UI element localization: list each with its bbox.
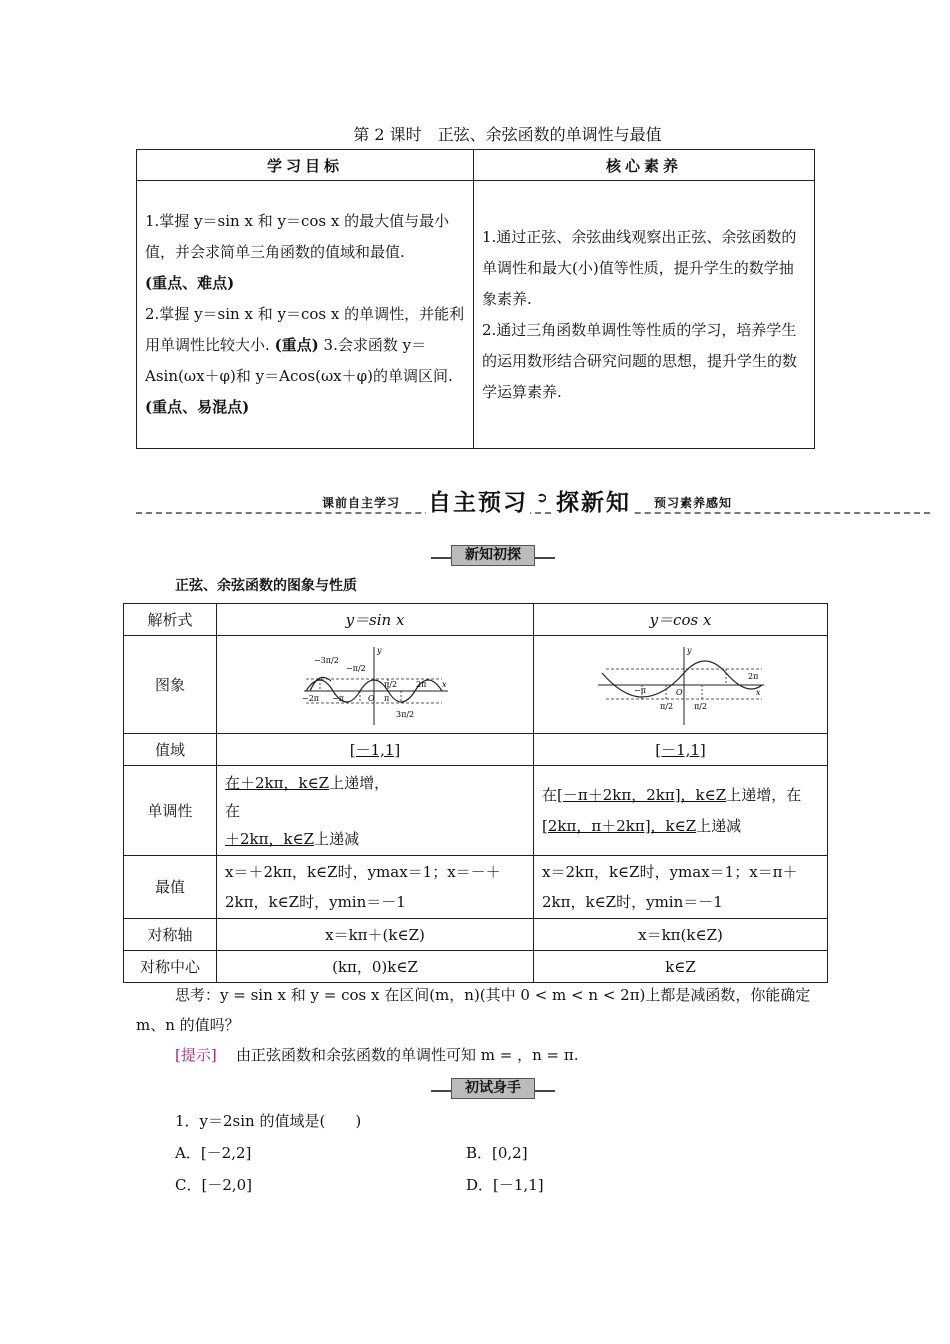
mono-sin-dec: ＋2kπ，k∈Z (225, 829, 315, 848)
cos-label-pi2: π/2 (693, 701, 707, 711)
sin-label-pi: π (384, 693, 390, 703)
axis-cos: x＝kπ(k∈Z) (534, 919, 828, 951)
option-d: D．[－1,1] (466, 1176, 544, 1194)
cos-label-y: y (686, 645, 692, 655)
header-cos: y＝cos x (534, 604, 828, 636)
axis-sin: x＝kπ＋(k∈Z) (217, 919, 534, 951)
goal-2-tag: (重点) (274, 336, 319, 354)
question-1: 1．y＝2sin 的值域是( ) (175, 1112, 362, 1130)
sine-graph (300, 643, 450, 727)
sin-graph-cell (217, 636, 534, 734)
chevron-right-icon: ➲ (536, 490, 548, 506)
sin-label-negpi: −π (332, 693, 344, 703)
mono-cos-dec: [2kπ，π＋2kπ]，k∈Z (542, 816, 697, 835)
hint-text: 由正弦函数和余弦函数的单调性可知 m = ，n = π. (236, 1046, 579, 1064)
mono-sin-inc-tail: 上递增， (329, 773, 390, 792)
literacy-header: 核心素养 (474, 150, 815, 181)
sin-label-negpi2: −π/2 (346, 663, 366, 673)
mono-sin-cell (217, 766, 534, 856)
banner-divider (136, 512, 930, 514)
sin-label-neg3pi2: −3π/2 (314, 655, 339, 665)
section-tag-try (431, 1078, 555, 1098)
sin-label-y: y (377, 645, 382, 655)
goals-cell (137, 181, 474, 449)
row-range-label: 值域 (124, 734, 217, 766)
cos-label-x: x (755, 687, 761, 697)
sin-label-pi2: π/2 (384, 679, 398, 689)
sin-label-2pi: 2π (416, 679, 427, 689)
literacy-1: 1.通过正弦、余弦曲线观察出正弦、余弦函数的单调性和最大(小)值等性质，提升学生的数学抽象素养. (482, 227, 797, 308)
think-line-1: 思考：y = sin x 和 y = cos x 在区间(m，n)(其中 0 < m < n < 2π)上都是减函数，你能确定 (175, 986, 811, 1004)
learning-goals-table (136, 149, 815, 449)
center-cos: k∈Z (534, 951, 828, 983)
mono-cos-at: 在 (542, 785, 558, 804)
sin-label-neg2pi: −2π (302, 693, 320, 703)
cos-label-negpi2: π/2 (659, 701, 673, 711)
section-banner (136, 484, 930, 524)
header-sin: y＝sin x (217, 604, 534, 636)
mono-cos-cell (534, 766, 828, 856)
literacy-2: 2.通过三角函数单调性等性质的学习，培养学生的运用数形结合研究问题的思想，提升学生的数学运算素养. (482, 320, 798, 401)
goal-3: 3.会求函数 y＝Asin(ωx＋φ)和 y＝Acos(ωx＋φ)的单调区间. (145, 336, 453, 385)
max-sin: x＝＋2kπ，k∈Z时，ymax＝1；x＝－＋2kπ，k∈Z时，ymin＝－1 (217, 856, 534, 919)
cos-label-origin: O (675, 687, 683, 697)
mono-sin-dec-tail: 上递减 (314, 829, 360, 848)
sin-label-x: x (442, 679, 447, 689)
center-sin: (kπ，0)k∈Z (217, 951, 534, 983)
max-cos: x＝2kπ，k∈Z时，ymax＝1；x＝π＋2kπ，k∈Z时，ymin＝－1 (534, 856, 828, 919)
subheading: 正弦、余弦函数的图象与性质 (175, 578, 357, 594)
option-b: B．[0,2] (466, 1144, 528, 1162)
goal-3-tag: (重点、易混点) (145, 398, 250, 416)
banner-main-2: 探新知 (554, 484, 633, 517)
goal-1-tag: (重点、难点) (145, 274, 235, 292)
literacy-cell (474, 181, 815, 449)
row-center-label: 对称中心 (124, 951, 217, 983)
option-c: C．[－2,0] (175, 1176, 253, 1194)
range-sin: [－1,1] (349, 740, 401, 759)
mono-cos-dec-tail: 上递减 (696, 816, 742, 835)
think-line-2: m、n 的值吗？ (136, 1016, 240, 1034)
cos-graph-cell (534, 636, 828, 734)
hint-tag: [提示] (175, 1046, 217, 1064)
row-axis-label: 对称轴 (124, 919, 217, 951)
goal-1: 1.掌握 y＝sin x 和 y＝cos x 的最大值与最小值，并会求简单三角函数的值域和最值. (145, 212, 450, 261)
page-title: 第 2 课时 正弦、余弦函数的单调性与最值 (353, 125, 662, 144)
mono-sin-inc: 在＋2kπ，k∈Z (225, 773, 330, 792)
range-cos: [－1,1] (655, 740, 706, 759)
option-a: A．[－2,2] (175, 1144, 252, 1162)
cos-label-2pi: 2π (747, 671, 758, 681)
row-graph-label: 图象 (124, 636, 217, 734)
mono-cos-inc-tail: 上递增，在 (726, 785, 802, 804)
tag-label: 新知初探 (451, 545, 535, 566)
goals-header: 学习目标 (137, 150, 474, 181)
row-max-label: 最值 (124, 856, 217, 919)
sin-label-origin: O (368, 693, 375, 703)
mono-sin-at: 在 (225, 801, 241, 820)
header-formula: 解析式 (124, 604, 217, 636)
cos-label-negpi: −π (633, 685, 646, 695)
properties-table (123, 603, 828, 983)
goal-2: 2.掌握 y＝sin x 和 y＝cos x 的单调性，并能利用单调性比较大小. (145, 305, 465, 354)
cosine-graph (596, 643, 766, 727)
tag-label: 初试身手 (451, 1078, 535, 1099)
banner-main-1: 自主预习 (426, 484, 530, 517)
banner-right: 预习素养感知 (654, 496, 733, 510)
mono-cos-inc: [－π＋2kπ，2kπ]，k∈Z (557, 785, 727, 804)
sin-label-3pi2: 3π/2 (396, 709, 415, 719)
row-mono-label: 单调性 (124, 766, 217, 856)
banner-left: 课前自主学习 (322, 496, 401, 510)
section-tag-new (431, 545, 555, 565)
